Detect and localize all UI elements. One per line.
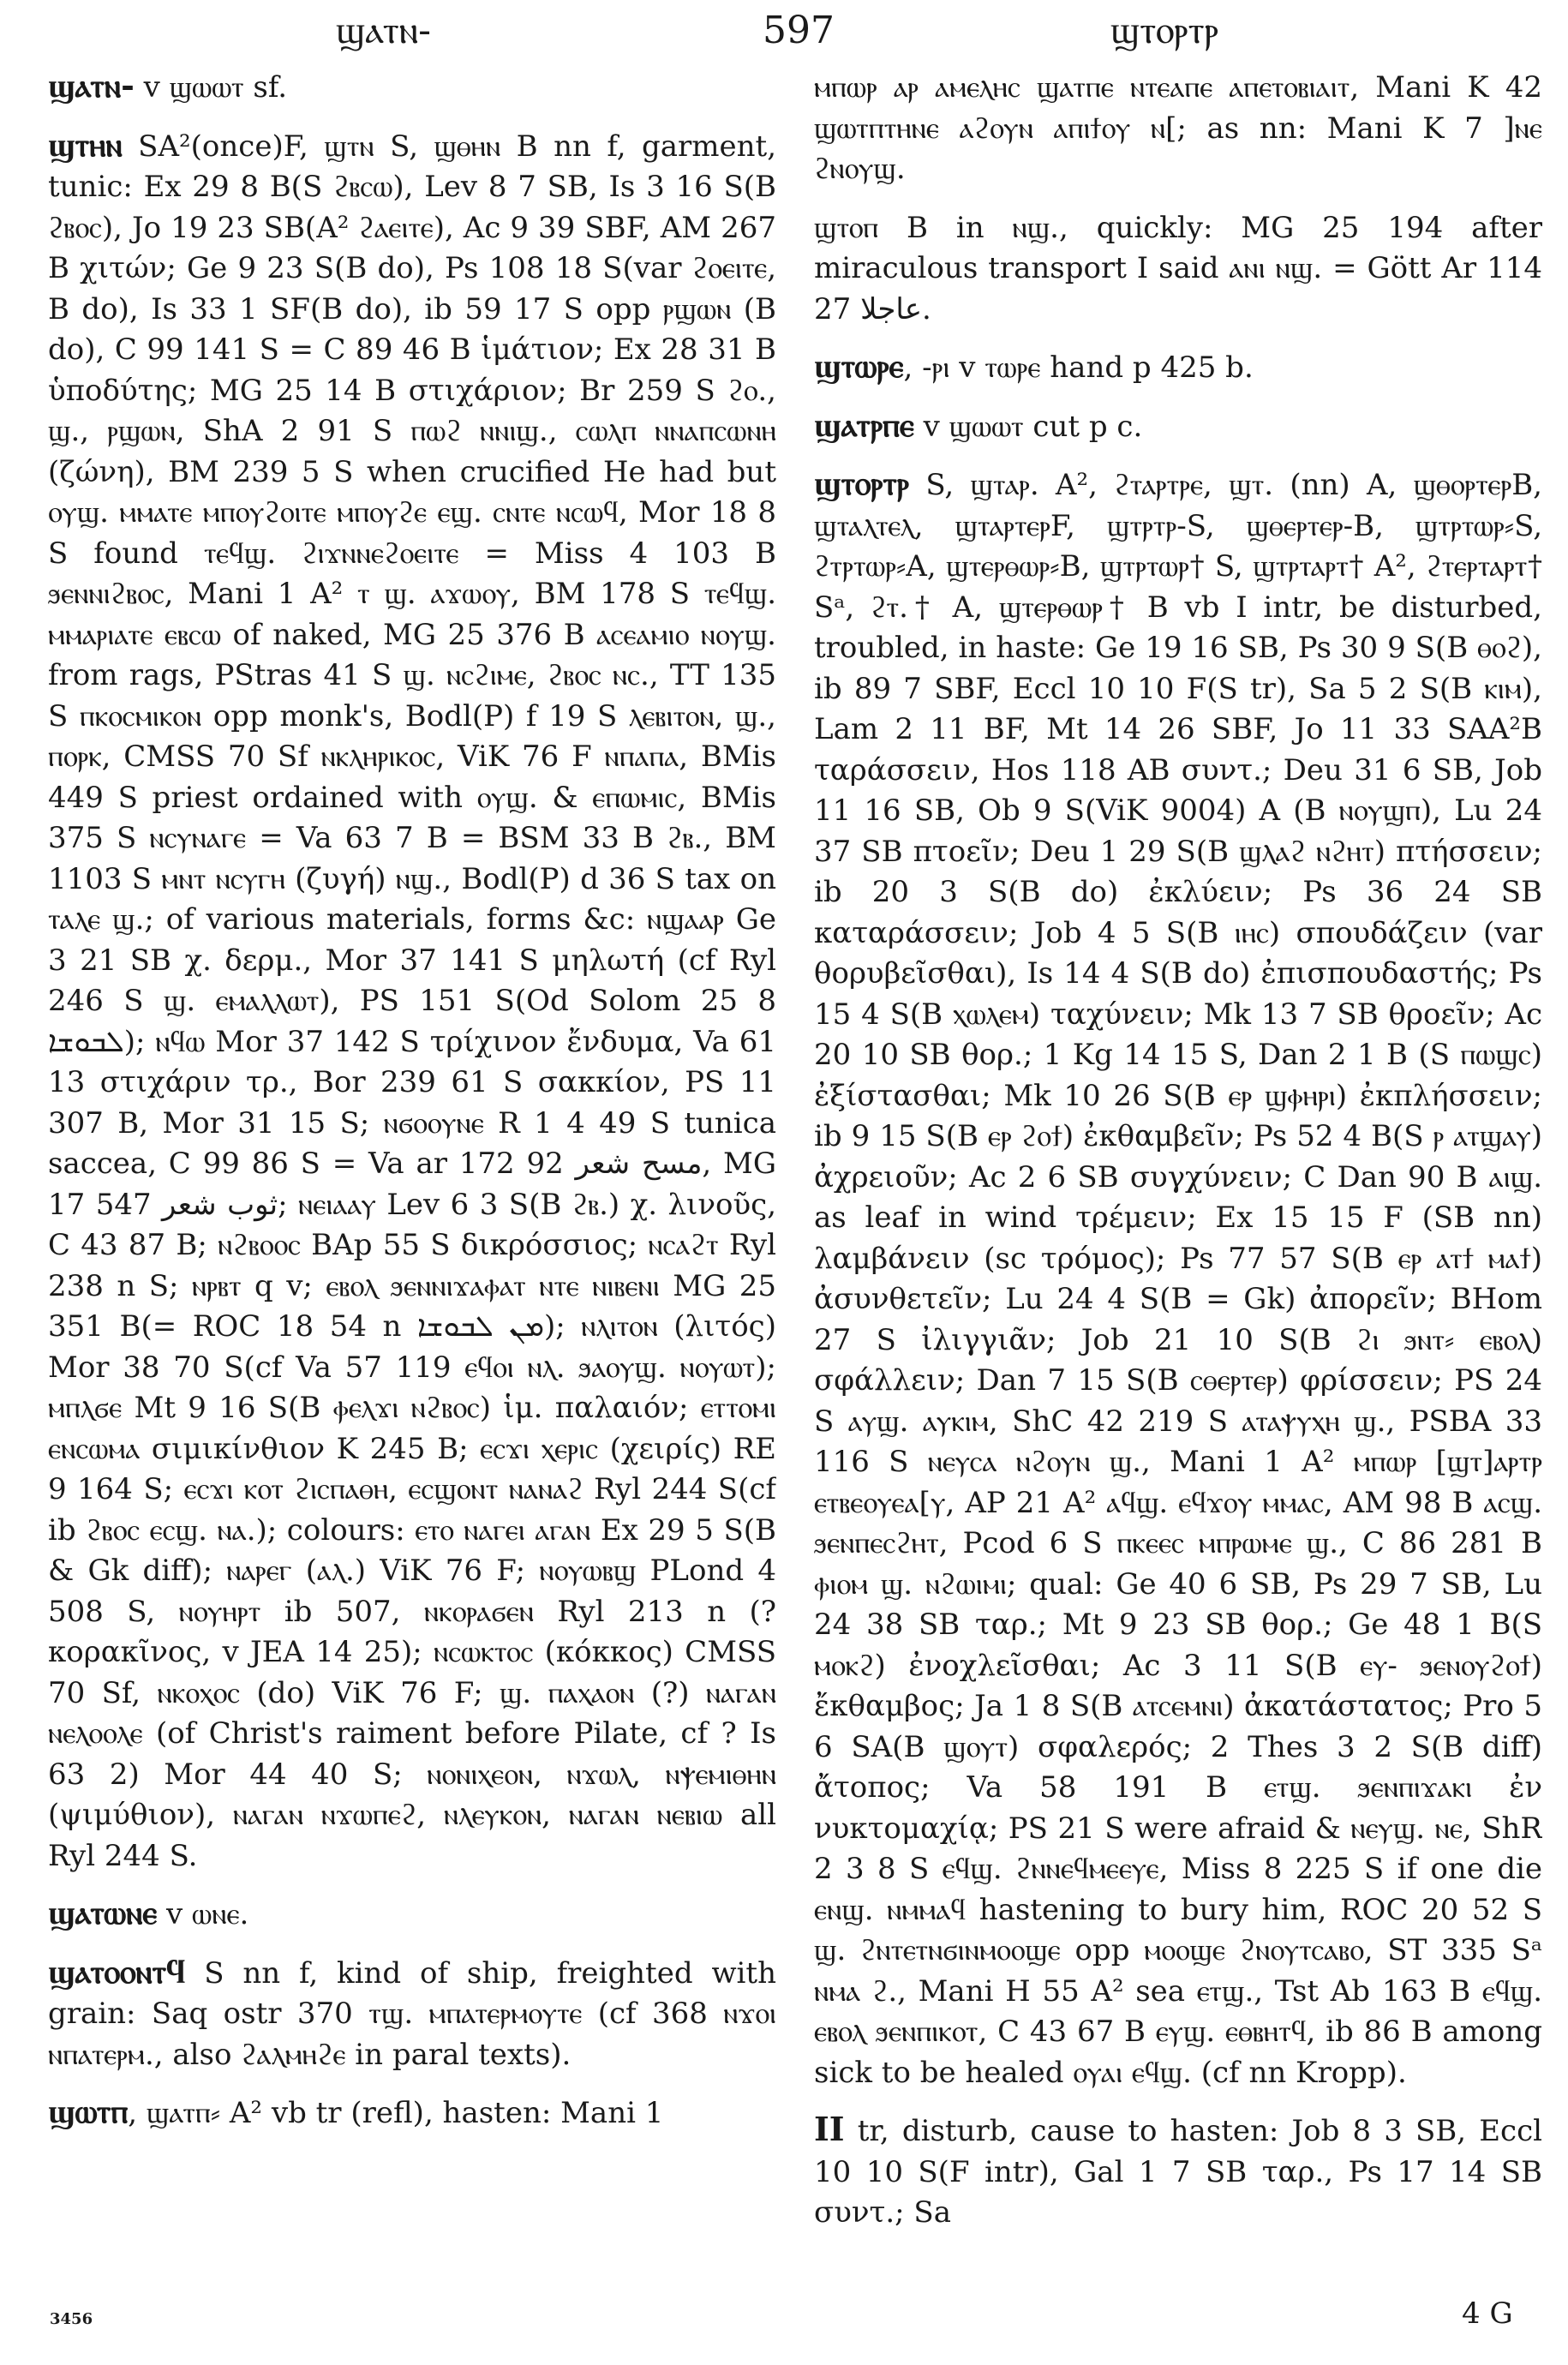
entry (814, 404, 1542, 448)
running-head-right: ϣⲧⲟⲣⲧⲣ (1110, 9, 1219, 52)
printer-signature: 3456 (50, 2310, 93, 2328)
entry (48, 1951, 776, 2076)
entry-text: S, ϣⲧⲁⲣ. A², ϩⲧⲁⲣⲧⲣⲉ, ϣⲧ. (nn) A, ϣⲑⲟⲣⲧⲉⲣB, ϣⲧⲁⲗⲧⲉⲗ, ϣⲧⲁⲣⲧⲉⲣF, ϣⲧⲣⲧⲣ-S, ϣⲑⲉⲣⲧⲉⲣ-B, ϣⲧⲣⲧⲱⲣ⸗S, ϩⲧⲣⲧⲱⲣ⸗A, ϣⲧⲉⲣⲑⲱⲣ⸗B, ϣⲧⲣⲧⲱⲣ† S, ϣⲧⲣⲧⲁⲣⲧ† A², ϩⲧⲉⲣⲧⲁⲣⲧ† Sᵃ, ϩⲧ.† A, ϣⲧⲉⲣⲑⲱⲣ† B vb I intr, be disturbed, troubled, in haste: Ge 19 16 SB, Ps 30 9 S(B ⲑⲟϩ), ib 89 7 SBF, Eccl 10 10 F(S tr), Sa 5 2 S(B ⲕⲓⲙ), Lam 2 11 BF, Mt 14 26 SBF, Jo 11 33 SAA²B ταράσσειν, Hos 118 AB συντ.; Deu 31 6 SB, Job 11 16 SB, Ob 9 S(ViK 9004) A (B ⲛⲟⲩϣⲡ), Lu 24 37 SB πτοεῖν; Deu 1 29 S(B ϣⲗⲁϩ ⲛϩⲏⲧ) πτήσσειν; ib 20 3 S(B do) ἐκλύειν; Ps 36 24 SB καταράσσειν; Job 4 5 S(B ⲓⲏⲥ) σπουδάζειν (var θορυβεῖσθαι), Is 14 4 S(B do) ἐπισπουδαστής; Ps 15 4 S(B ⲭⲱⲗⲉⲙ) ταχύνειν; Mk 13 7 SB θροεῖν; Ac 20 10 SB θορ.; 1 Kg 14 15 S, Dan 2 1 B (S ⲡⲱϣⲥ) ἐξίστασθαι; Mk 10 26 S(B ⲉⲣ ϣⲫⲏⲣⲓ) ἐκπλήσσειν; ib 9 15 S(B ⲉⲣ ϩⲟϯ) ἐκθαμβεῖν; Ps 52 4 B(S ⲣ ⲁⲧϣⲁⲩ) ἀχρειοῦν; Ac 2 6 SB συγχύνειν; C Dan 90 B ⲁⲓϣ. as leaf in wind τρέμειν; Ex 15 15 F (SB nn) λαμβάνειν (sc τρόμος); Ps 77 57 S(B ⲉⲣ ⲁⲧϯ ⲙⲁϯ) ἀσυνθετεῖν; Lu 24 4 S(B = Gk) ἀπορεῖν; BHom 27 S ἰλιγγιᾶν; Job 21 10 S(B ϩⲓ ϧⲛⲧ⸗ ⲉⲃⲟⲗ) σφάλλειν; Dan 7 15 S(B ⲥⲑⲉⲣⲧⲉⲣ) φρίσσειν; PS 24 S ⲁⲩϣ. ⲁⲩⲕⲓⲙ, ShC 42 219 S ⲁⲧⲁⲯⲩⲭⲏ ϣ., PSBA 33 116 S ⲛⲉⲩⲥⲁ ⲛϩⲟⲩⲛ ϣ., Mani 1 A² ⲙⲡⲱⲣ [ϣⲧ]ⲁⲣⲧⲣ ⲉⲧⲃⲉⲟⲩⲉⲁ[ⲩ, AP 21 A² ⲁϥϣ. ⲉϥϫⲟⲩ ⲙⲙⲁⲥ, AM 98 B ⲁⲥϣ. ϧⲉⲛⲡⲉⲥϩⲏⲧ, Pcod 6 S ⲡⲕⲉⲉⲥ ⲙⲡⲣⲱⲙⲉ ϣ., C 86 281 B ⲫⲓⲟⲙ ϣ. ⲛϩⲱⲓⲙⲓ; qual: Ge 40 6 SB, Ps 29 7 SB, Lu 24 38 SB ταρ.; Mt 9 23 SB θορ.; Ge 48 1 B(S ⲙⲟⲕϩ) ἐνοχλεῖσθαι; Ac 3 11 S(B ⲉⲩ- ϧⲉⲛⲟⲩϩⲟϯ) ἔκθαμβος; Ja 1 8 S(B ⲁⲧⲥⲉⲙⲛⲓ) ἀκατάστατος; Pro 5 6 SA(B ϣⲟⲩⲧ) σφαλερός; 2 Thes 3 2 S(B diff) ἄτοπος; Va 58 191 B ⲉⲧϣ. ϧⲉⲛⲡⲓϫⲁⲕⲓ ἐν νυκτομαχίᾳ; PS 21 S were afraid & ⲛⲉⲩϣ. ⲛⲉ, ShR 2 3 8 S ⲉϥϣ. ϩⲛⲛⲉϥⲙⲉⲉⲩⲉ, Miss 8 225 S if one die ⲉⲛϣ. ⲛⲙⲙⲁϥ hastening to bury him, ROC 20 52 S ϣ. ϩⲛⲧⲉⲧⲛϭⲓⲛⲙⲟⲟϣⲉ opp ⲙⲟⲟϣⲉ ϩⲛⲟⲩⲧⲥⲁⲃⲟ, ST 335 Sᵃ ⲛⲙⲁ ϩ., Mani H 55 A² sea ⲉⲧϣ., Tst Ab 163 B ⲉϥϣ. ⲉⲃⲟⲗ ϧⲉⲛⲡⲓⲕⲟⲧ, C 43 67 B ⲉⲩϣ. ⲉⲑⲃⲏⲧϥ, ib 86 B among sick to be healed ⲟⲩⲁⲓ ⲉϥϣ. (cf nn Kropp). (814, 468, 1542, 2090)
headword: ϣⲁⲧⲣⲡⲉ (814, 404, 914, 444)
entry-text: S nn f, kind of ship, freighted with grain: Saq ostr 370 ⲧϣ. ⲙⲡⲁⲧⲉⲣⲙⲟⲩⲧⲉ (cf 368 ⲛϫⲟⲓ ⲛⲡⲁⲧⲉⲣⲙ., also ϩⲁⲗⲙⲏϩⲉ in paral texts). (48, 1955, 776, 2072)
headword: ϣⲁⲧⲟⲟⲛⲧϥ (48, 1951, 186, 1991)
entry (814, 463, 1542, 2093)
headword: ϣⲧⲱⲣⲉ (814, 346, 904, 385)
entry-text: , -ⲣⲓ v ⲧⲱⲣⲉ hand p 425 b. (903, 350, 1254, 385)
entry-text: v ⲱⲛⲉ. (157, 1897, 249, 1931)
headword: ϣⲁⲧⲱⲛⲉ (48, 1893, 158, 1931)
headword: II (814, 2110, 845, 2148)
entry (48, 2091, 776, 2134)
page-number: 597 (763, 9, 835, 52)
entry (48, 1892, 776, 1936)
entry-text: v ϣⲱⲱⲧ cut p c. (913, 409, 1143, 444)
entry-text: SA²(once)F, ϣⲧⲛ S, ϣⲑⲏⲛ B nn f, garment, tunic: Ex 29 8 B(S ϩⲃⲥⲱ), Lev 8 7 SB, Is 3 16 S(B ϩⲃⲟⲥ), Jo 19 23 SB(A² ϩⲁⲉⲓⲧⲉ), Ac 9 39 SBF, AM 267 B χιτών; Ge 9 23 S(B do), Ps 108 18 S(var ϩⲟⲉⲓⲧⲉ, B do), Is 33 1 SF(B do), ib 59 17 S opp ⲣϣⲱⲛ (B do), C 99 141 S = C 89 46 B ἱμάτιον; Ex 28 31 B ὑποδύτης; MG 25 14 B στιχάριον; Br 259 S ϩⲟ., ϣ., ⲣϣⲱⲛ, ShA 2 91 S ⲡⲱϩ ⲛⲛⲓϣ., ⲥⲱⲗⲡ ⲛⲛⲁⲡⲥⲱⲛⲏ (ζώνη), BM 239 5 S when crucified He had but ⲟⲩϣ. ⲙⲙⲁⲧⲉ ⲙⲡⲟⲩϩⲟⲓⲧⲉ ⲙⲡⲟⲩϩⲉ ⲉϣ. ⲥⲛⲧⲉ ⲛⲥⲱϥ, Mor 18 8 S found ⲧⲉϥϣ. ϩⲓϫⲛⲛⲉϩⲟⲉⲓⲧⲉ = Miss 4 103 B ϧⲉⲛⲛⲓϩⲃⲟⲥ, Mani 1 A² ⲧ ϣ. ⲁϫⲱⲟⲩ, BM 178 S ⲧⲉϥϣ. ⲙⲙⲁⲣⲓⲁⲧⲉ ⲉⲃⲥⲱ of naked, MG 25 376 B ⲁⲥⲉⲁⲙⲓⲟ ⲛⲟⲩϣ. from rags, PStras 41 S ϣ. ⲛⲥϩⲓⲙⲉ, ϩⲃⲟⲥ ⲛⲥ., TT 135 S ⲡⲕⲟⲥⲙⲓⲕⲟⲛ opp monk's, Bodl(P) f 19 S ⲗⲉⲃⲓⲧⲟⲛ, ϣ., ⲡⲟⲣⲕ, CMSS 70 Sf ⲛⲕⲗⲏⲣⲓⲕⲟⲥ, ViK 76 F ⲛⲡⲁⲡⲁ, BMis 449 S priest ordained with ⲟⲩϣ. & ⲉⲡⲱⲙⲓⲥ, BMis 375 S ⲛⲥⲩⲛⲁⲅⲉ = Va 63 7 B = BSM 33 B ϩⲃ., BM 1103 S ⲙⲛⲧ ⲛⲥⲩⲅⲏ (ζυγή) ⲛϣ., Bodl(P) d 36 S tax on ⲧⲁⲗⲉ ϣ.; of various materials, forms &c: ⲛϣⲁⲁⲣ Ge 3 21 SB χ. δερμ., Mor 37 141 S μηλωτή (cf Ryl 246 S ϣ. ⲉⲙⲁⲗⲗⲱⲧ), PS 151 S(Od Solom 25 8 ܠܒܘܫܐ); ⲛϥⲱ Mor 37 142 S τρίχινον ἔνδυμα, Va 61 13 στιχάριν τρ., Bor 239 61 S σακκίον, PS 11 307 B, Mor 31 15 S; ⲛϭⲟⲟⲩⲛⲉ R 1 4 49 S tunica saccea, C 99 86 S = Va ar 172 92 مسح شعر, MG 17 547 ثوب شعر; ⲛⲉⲓⲁⲁⲩ Lev 6 3 S(B ϩⲃ.) χ. λινοῦς, C 43 87 B; ⲛϩⲃⲟⲟⲥ BAp 55 S δικρόσσιος; ⲛⲥⲁϩⲧ Ryl 238 n S; ⲛⲣⲃⲧ q v; ⲉⲃⲟⲗ ϧⲉⲛⲛⲓϫⲁⲫⲁⲧ ⲛⲧⲉ ⲛⲓⲃⲉⲛⲓ MG 25 351 B(= ROC 18 54 n ܡܢ ܠܒܘܫܐ); ⲛⲗⲓⲧⲟⲛ (λιτός) Mor 38 70 S(cf Va 57 119 ⲉϥⲟⲓ ⲛⲗ. ϧⲁⲟⲩϣ. ⲛⲟⲩⲱⲧ); ⲙⲡⲗϭⲉ Mt 9 16 S(B ⲫⲉⲗϫⲓ ⲛϩⲃⲟⲥ) ἱμ. παλαιόν; ⲉⲧⲧⲟⲙⲓ ⲉⲛⲥⲱⲙⲁ σιμικίνθιον K 245 B; ⲉⲥϫⲓ ⲭⲉⲣⲓⲥ (χειρίς) RE 9 164 S; ⲉⲥϫⲓ ⲕⲟⲧ ϩⲓⲥⲡⲁⲑⲏ, ⲉⲥϣⲟⲛⲧ ⲛⲁⲛⲁϩ Ryl 244 S(cf ib ϩⲃⲟⲥ ⲉⲥϣ. ⲛⲁ.); colours: ⲉⲧⲟ ⲛⲁⲅⲉⲓ ⲁⲅⲁⲛ Ex 29 5 S(B & Gk diff); ⲛⲁⲣⲉⲅ (ⲁⲗ.) ViK 76 F; ⲛⲟⲩⲱⲃϣ PLond 4 508 S, ⲛⲟⲩⲏⲣⲧ ib 507, ⲛⲕⲟⲣⲁϭⲉⲛ Ryl 213 n (? κορακῖνος, v JEA 14 25); ⲛⲥⲱⲕⲧⲟⲥ (κόκκος) CMSS 70 Sf, ⲛⲕⲟⲭⲟⲥ (do) ViK 76 F; ϣ. ⲡⲁⲭⲁⲟⲛ (?) ⲛⲁⲅⲁⲛ ⲛⲉⲗⲟⲟⲗⲉ (of Christ's raiment before Pilate, cf ? Is 63 2) Mor 44 40 S; ⲛⲟⲛⲓⲭⲉⲟⲛ, ⲛϫⲱⲗ, ⲛⲯⲉⲙⲓⲑⲏⲛ (ψιμύθιον), ⲛⲁⲅⲁⲛ ⲛϫⲱⲡⲉϩ, ⲛⲗⲉⲩⲕⲟⲛ, ⲛⲁⲅⲁⲛ ⲛⲉⲃⲓⲱ all Ryl 244 S. (48, 129, 776, 1873)
entry (48, 124, 776, 1877)
right-column (814, 65, 1542, 2267)
entry-text: tr, disturb, cause to hasten: Job 8 3 SB, Eccl 10 10 S(F intr), Gal 1 7 SB ταρ., Ps 17 14 SB συντ.; Sa (814, 2114, 1542, 2230)
gathering-mark: 4 G (1462, 2296, 1513, 2331)
headword: ϣⲱⲧⲡ (48, 2092, 129, 2130)
entry-text: v ϣⲱⲱⲧ sf. (134, 70, 288, 105)
entry-text: ϣⲧⲟⲡ B in ⲛϣ., quickly: MG 25 194 after miraculous transport I said ⲁⲛⲓ ⲛϣ. = Gött Ar 114 27 عاجلا. (814, 210, 1542, 326)
entry-text: ⲙⲡⲱⲣ ⲁⲣ ⲁⲙⲉⲗⲏⲥ ϣⲁⲧⲡⲉ ⲛⲧⲉⲁⲡⲉ ⲁⲡⲉⲧⲟⲃⲓⲁⲓⲧ, Mani K 42 ϣⲱⲧⲡⲧⲏⲛⲉ ⲁϩⲟⲩⲛ ⲁⲡⲓϯⲟⲩ ⲛ[; as nn: Mani K 7 ]ⲛⲉ ϩⲛⲟⲩϣ. (814, 70, 1542, 186)
headword: ϣⲁⲧⲛ- (48, 66, 135, 105)
headword: ϣⲧⲏⲛ (48, 124, 123, 164)
entry (814, 345, 1542, 389)
entry-text: , ϣⲁⲧⲡ⸗ A² vb tr (refl), hasten: Mani 1 (128, 2096, 664, 2130)
entry (48, 65, 776, 109)
left-column (48, 65, 776, 2267)
entry (814, 65, 1542, 190)
headword: ϣⲧⲟⲣⲧⲣ (814, 464, 910, 502)
entry (814, 2109, 1542, 2234)
running-head-left: ϣⲁⲧⲛ- (336, 9, 431, 52)
entry (814, 206, 1542, 331)
